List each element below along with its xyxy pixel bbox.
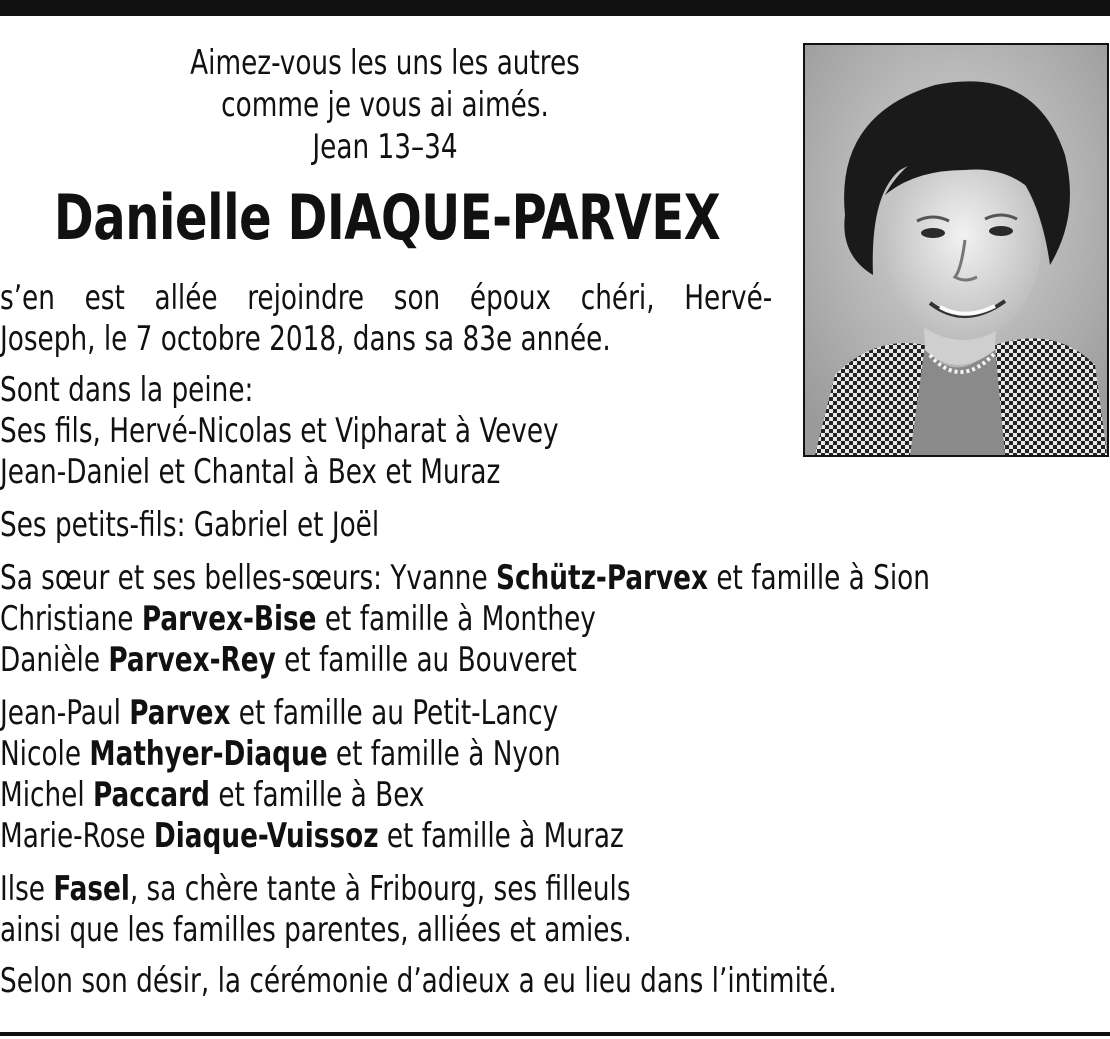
family-surname: Parvex-Rey	[108, 640, 276, 680]
family-surname: Schütz-Parvex	[496, 558, 708, 598]
family-surname: Mathyer-Diaque	[89, 734, 328, 774]
aunt-suffix: , sa chère tante à Fribourg, ses filleuls	[129, 869, 631, 909]
family-prefix: Christiane	[0, 599, 142, 639]
top-rule	[0, 0, 1110, 16]
verse-line-2: comme je vous ai aimés.	[221, 85, 549, 125]
family-prefix: Marie-Rose	[0, 816, 154, 856]
bible-verse	[54, 42, 716, 168]
family-line	[0, 775, 1058, 816]
aunt-surname: Fasel	[53, 869, 130, 909]
family-surname: Parvex-Bise	[141, 599, 317, 639]
family-prefix: Nicole	[0, 734, 90, 774]
family-surname: Parvex	[129, 693, 231, 733]
sons-line-2: Jean-Daniel et Chantal à Bex et Muraz	[0, 452, 501, 492]
aunt-line	[0, 869, 1058, 910]
family-prefix: Sa sœur et ses belles-sœurs: Yvanne	[0, 558, 497, 598]
deceased-name: Danielle DIAQUE-PARVEX	[53, 181, 721, 254]
family-prefix: Jean-Paul	[0, 693, 130, 733]
verse-line-1: Aimez-vous les uns les autres	[190, 43, 580, 83]
family-suffix: et famille au Bouveret	[275, 640, 577, 680]
family-line	[0, 599, 1058, 640]
family-suffix: et famille à Bex	[210, 775, 425, 815]
family-prefix: Michel	[0, 775, 94, 815]
family-prefix: Danièle	[0, 640, 109, 680]
sons-line-1: Ses fils, Hervé-Nicolas et Vipharat à Vevey	[0, 411, 559, 451]
family-suffix: et famille à Sion	[707, 558, 930, 598]
family-suffix: et famille au Petit-Lancy	[230, 693, 559, 733]
bottom-rule	[0, 1032, 1110, 1036]
family-suffix: et famille à Monthey	[316, 599, 596, 639]
family-line	[0, 693, 1058, 734]
obituary-body	[0, 278, 1058, 1002]
family-suffix: et famille à Nyon	[327, 734, 561, 774]
family-line	[0, 640, 1058, 681]
family-suffix: et famille à Muraz	[378, 816, 624, 856]
closing-family-line: ainsi que les familles parentes, alliées et amies.	[0, 910, 632, 950]
intro-line-2: Joseph, le 7 octobre 2018, dans sa 83e année.	[0, 319, 611, 359]
family-line	[0, 816, 1058, 857]
family-surname: Paccard	[93, 775, 211, 815]
verse-reference: Jean 13–34	[312, 127, 458, 167]
grandsons-line: Ses petits-fils: Gabriel et Joël	[0, 505, 380, 545]
family-line	[0, 734, 1058, 775]
ceremony-line: Selon son désir, la cérémonie d’adieux a eu lieu dans l’intimité.	[0, 961, 837, 1001]
mourners-heading: Sont dans la peine:	[0, 370, 254, 410]
family-line	[0, 558, 1058, 599]
intro-line-1: s’en est allée rejoindre son époux chéri, Hervé-	[0, 278, 773, 318]
family-surname: Diaque-Vuissoz	[153, 816, 379, 856]
aunt-prefix: Ilse	[0, 869, 54, 909]
